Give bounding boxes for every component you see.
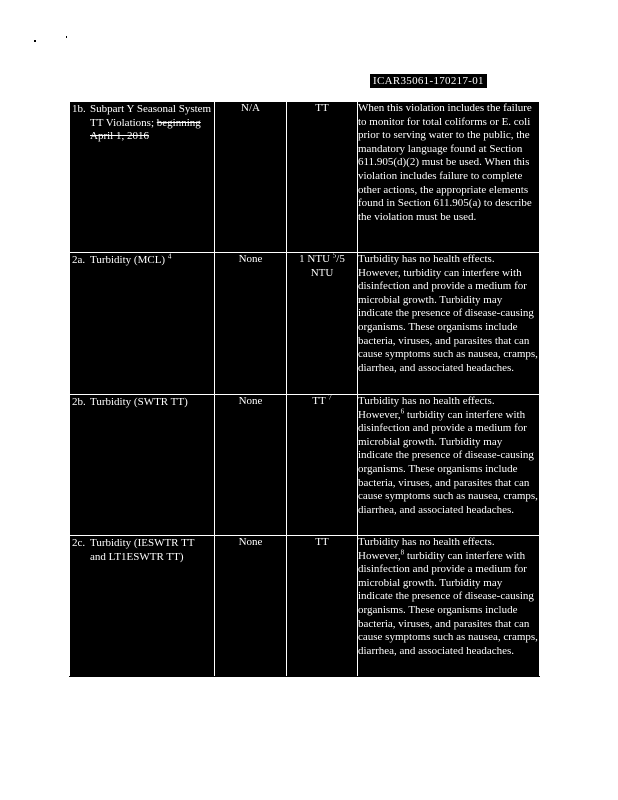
mclg-cell: None bbox=[215, 253, 287, 395]
mcl-value: 1 NTU bbox=[299, 253, 331, 265]
mcl-cell bbox=[287, 536, 358, 677]
row-number: 2a. bbox=[72, 254, 86, 266]
struck-text: beginning April 1, 2016 bbox=[90, 116, 201, 143]
contaminant-cell bbox=[70, 395, 215, 536]
row-number: 2b. bbox=[72, 396, 86, 408]
mcl-suffix: /5 NTU bbox=[310, 253, 345, 279]
contaminant-name: Turbidity (MCL) bbox=[90, 254, 166, 266]
contaminant-cell bbox=[70, 253, 215, 395]
mcl-value: TT bbox=[312, 395, 326, 407]
footnote-ref: 6 bbox=[400, 406, 405, 415]
mclg-cell: N/A bbox=[215, 102, 287, 253]
health-effects-language: When this violation includes the failure to monitor for total coliforms or E. coli prior to serving water to the public, the mandatory language found at Section 611.905(d)(2) must be used. When this violation includes failure to complete other actions, the appropriate elements found in Section 611.905(a) to describe the violation must be used. bbox=[358, 102, 540, 253]
health-effects-language: Turbidity has no health effects. However,$^6$ turbidity can interfere with disinfection and provide a medium for microbial growth. Turbidity may indicate the presence of disease-causing organisms. These organisms include bacteria, viruses, and parasites that can cause symptoms such as nausea, cramps, diarrhea, and associated headaches. bbox=[358, 395, 540, 536]
footnote-ref: 7 bbox=[328, 393, 332, 402]
mclg-cell: None bbox=[215, 395, 287, 536]
mcl-cell bbox=[287, 102, 358, 253]
contaminant-name: Turbidity (IESWTR TT and LT1ESWTR TT) bbox=[90, 537, 195, 563]
mcl-cell bbox=[287, 253, 358, 395]
mcl-value: TT bbox=[315, 102, 329, 114]
mcl-cell bbox=[287, 395, 358, 536]
scan-speck bbox=[66, 36, 67, 38]
row-number: 2c. bbox=[72, 537, 86, 549]
scan-speck bbox=[34, 40, 36, 42]
table-row bbox=[70, 536, 540, 677]
contaminant-cell bbox=[70, 536, 215, 677]
health-effects-table bbox=[69, 101, 540, 677]
health-effects-language: Turbidity has no health effects. However,$^8$ turbidity can interfere with disinfection and provide a medium for microbial growth. Turbidity may indicate the presence of disease-causing organisms. These organisms include bacteria, viruses, and parasites that can cause symptoms such as nausea, cramps, diarrhea, and associated headaches. bbox=[358, 536, 540, 677]
mcl-value: TT bbox=[315, 536, 329, 548]
footnote-ref: 5 bbox=[332, 251, 337, 260]
table-row bbox=[70, 253, 540, 395]
document-id: ICAR35061-170217-01 bbox=[370, 74, 487, 88]
contaminant-name: Turbidity (SWTR TT) bbox=[90, 396, 188, 408]
contaminant-name: Subpart Y Seasonal System TT Violations; bbox=[90, 103, 212, 129]
health-effects-language: Turbidity has no health effects. However, turbidity can interfere with disinfection and provide a medium for microbial growth. Turbidity may indicate the presence of disease-causing organisms. These organisms include bacteria, viruses, and parasites that can cause symptoms such as nausea, cramps, diarrhea, and associated headaches. bbox=[358, 253, 540, 395]
table-row bbox=[70, 102, 540, 253]
mclg-cell: None bbox=[215, 536, 287, 677]
row-number: 1b. bbox=[72, 103, 86, 115]
contaminant-cell bbox=[70, 102, 215, 253]
table-bottom-rule bbox=[69, 676, 540, 677]
table-row bbox=[70, 395, 540, 536]
footnote-ref: 8 bbox=[400, 547, 405, 556]
footnote-ref: 4 bbox=[167, 252, 172, 261]
